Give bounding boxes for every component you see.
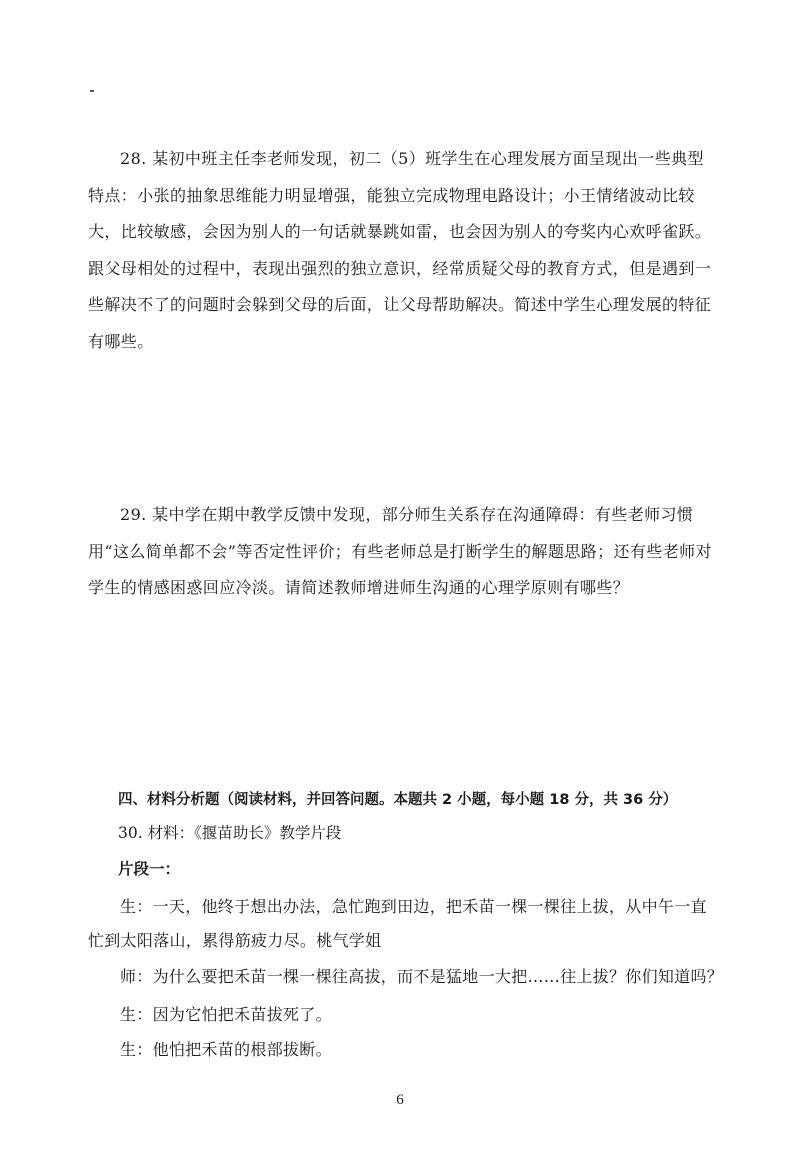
- dialogue-line: 生：一天，他终于想出办法，急忙跑到田边，把禾苗一棵一棵往上拔，从中午一直忙到太阳落山，累得筋疲力尽。桃气学姐: [88, 897, 707, 950]
- fragment-label: 片段一：: [118, 860, 181, 878]
- dialogue-line: 生：他怕把禾苗的根部拔断。: [120, 1040, 332, 1059]
- scan-mark: [90, 90, 94, 92]
- question-30-title: 30. 材料：《揠苗助长》教学片段: [118, 824, 342, 842]
- dialogue-line: 师：为什么要把禾苗一棵一棵往高拔，而不是猛地一大把……往上拔？你们知道吗？: [120, 967, 724, 986]
- question-28: 28. 某初中班主任李老师发现，初二（5）班学生在心理发展方面呈现出一些典型特点：小张的抽象思维能力明显增强，能独立完成物理电路设计；小王情绪波动比较大，比较敏感，会因为别人的一句话就暴跳如雷，也会因为别人的夸奖内心欢呼雀跃。跟父母相处的过程中，表现出强烈的独立意识，经常质疑父母的教育方式，但是遇到一些解决不了的问题时会躲到父母的后面，让父母帮助解决。简述中学生心理发展的特征有哪些。: [88, 149, 712, 351]
- section-4-heading: 四、材料分析题（阅读材料，并回答问题。本题共 2 小题，每小题 18 分，共 36 分）: [118, 792, 678, 808]
- page-number: 6: [396, 1092, 404, 1108]
- dialogue-line: 生：因为它怕把禾苗拔死了。: [120, 1005, 332, 1024]
- question-29: 29. 某中学在期中教学反馈中发现，部分师生关系存在沟通障碍：有些老师习惯用“这么简单都不会”等否定性评价；有些老师总是打断学生的解题思路；还有些老师对学生的情感困惑回应冷淡。请简述教师增进师生沟通的心理学原则有哪些？: [88, 505, 712, 597]
